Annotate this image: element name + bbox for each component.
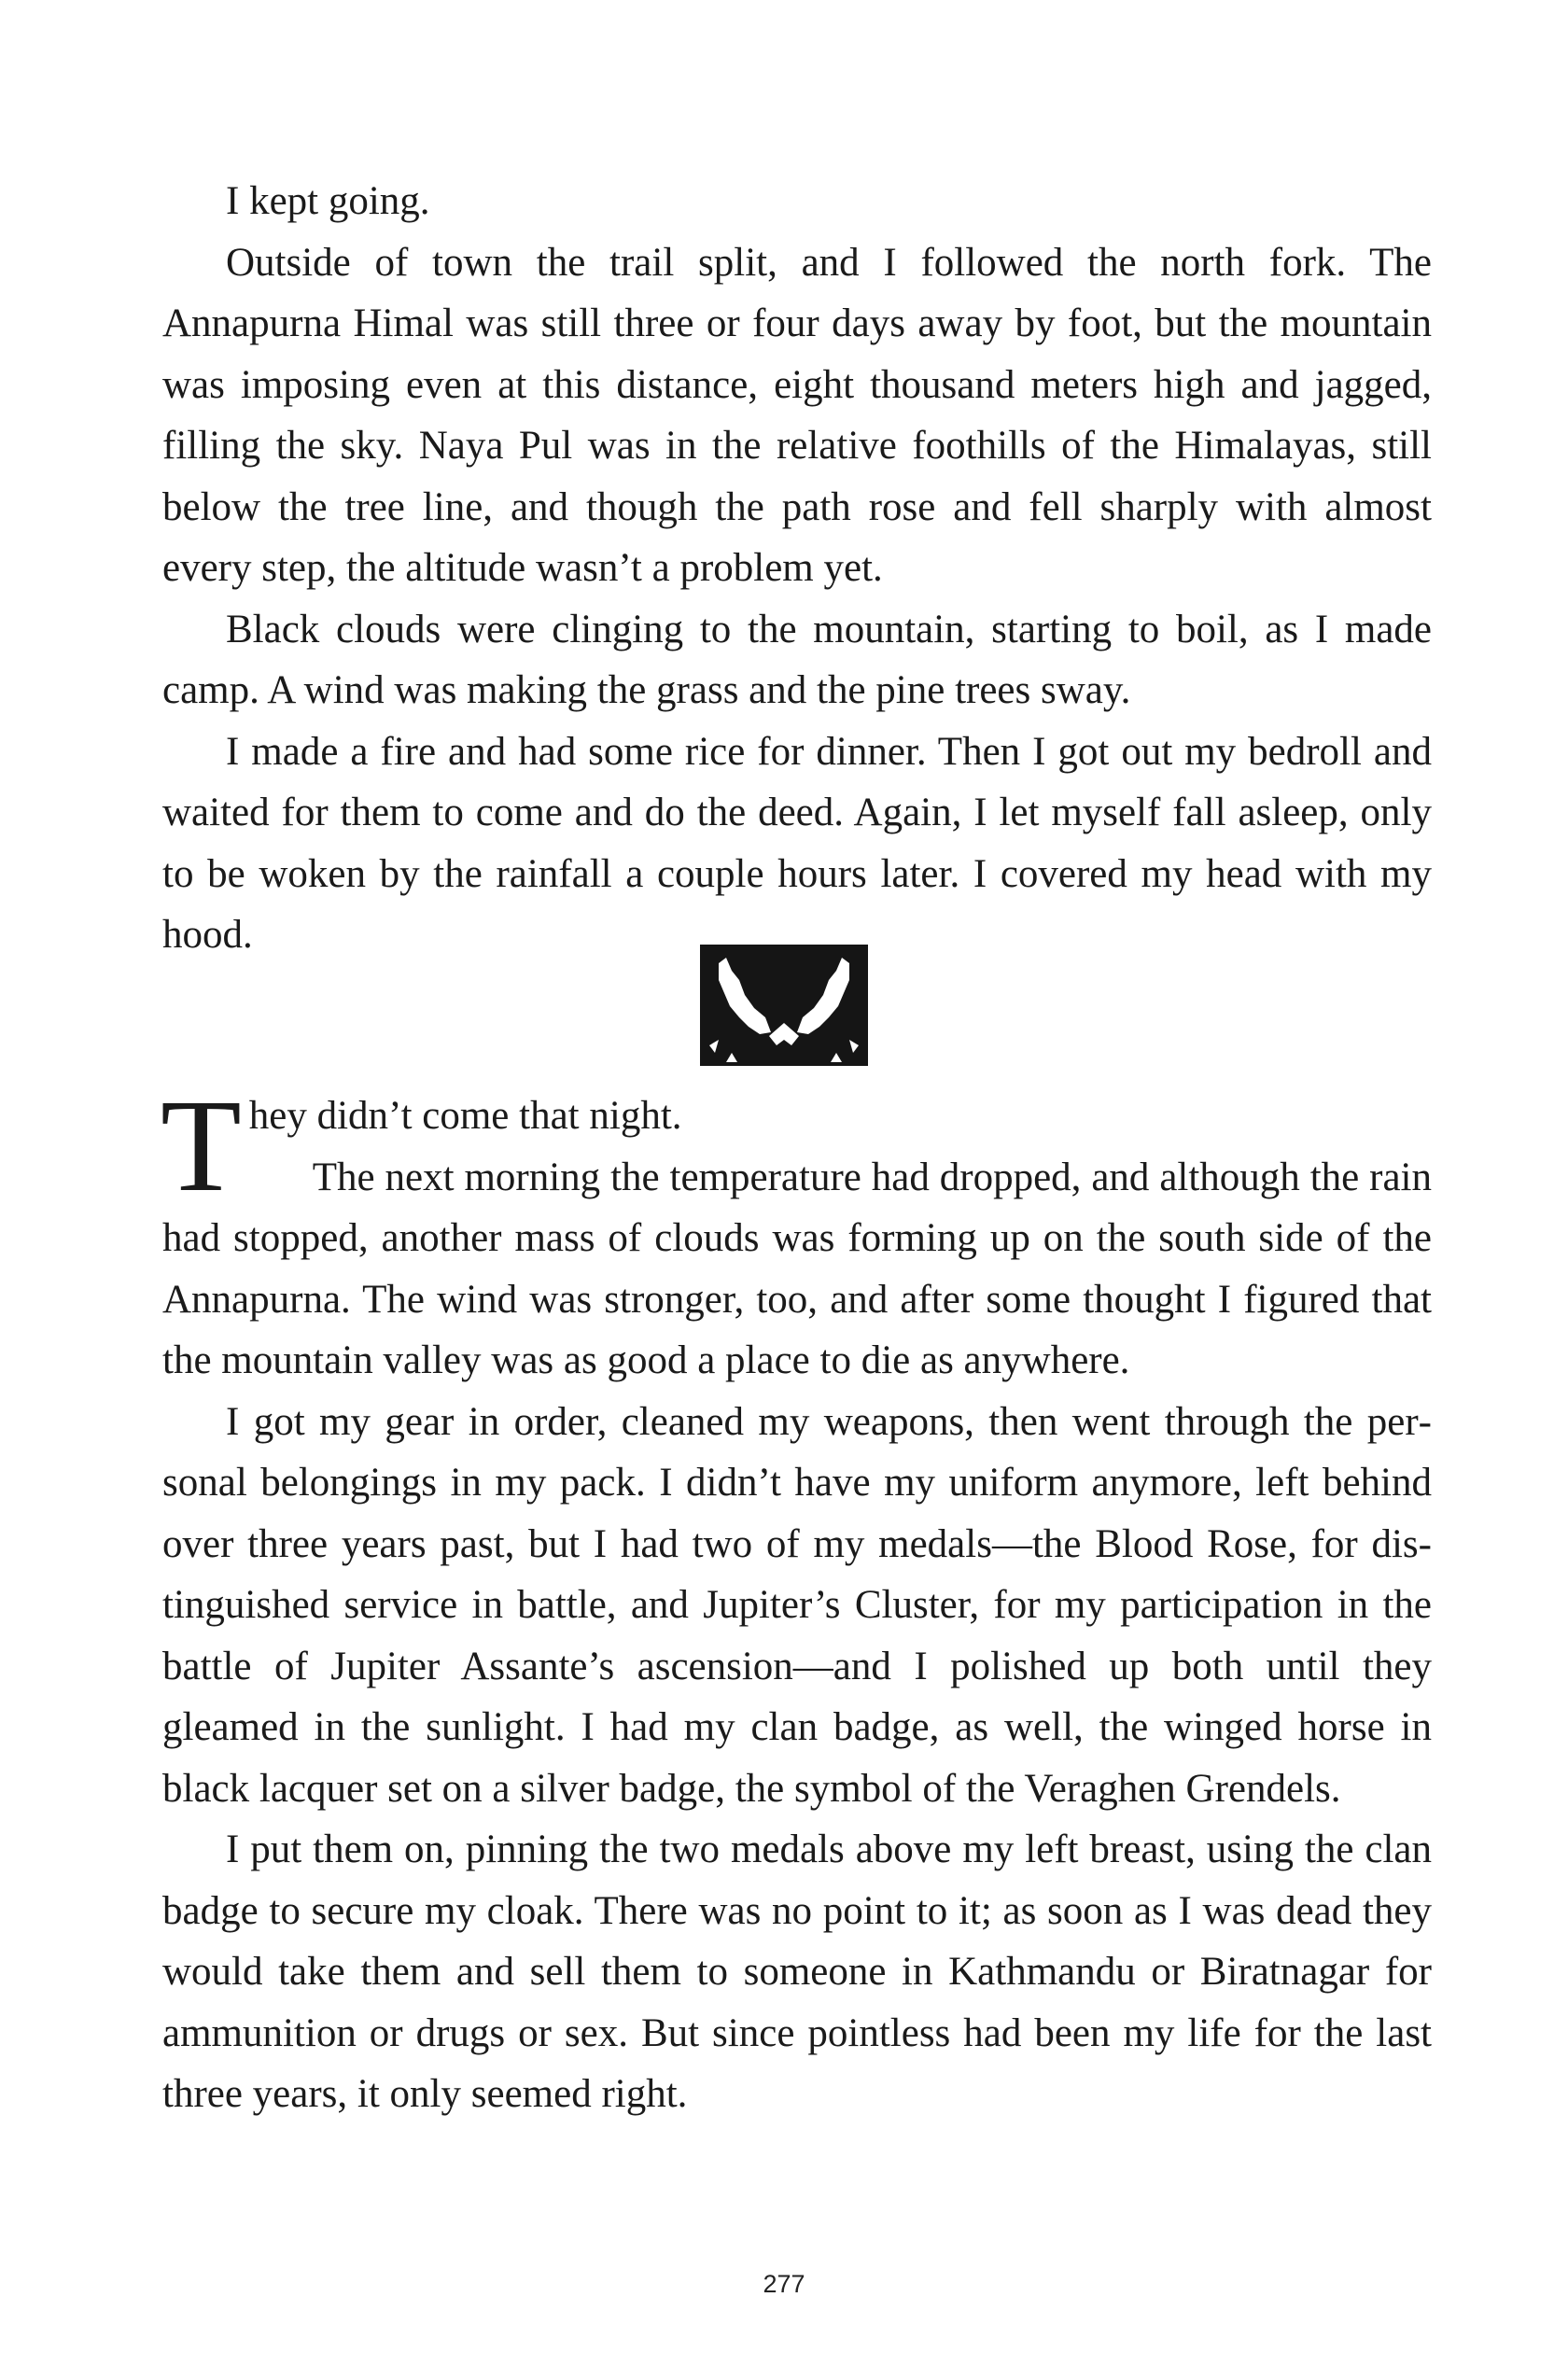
paragraph: I made a fire and had some rice for dinner. Then I got out my bedroll and waited for them to come and do the deed. Again, I let myself fall asleep, only to be woken by the rainfall a couple hours later. I covered my head with my hood. <box>162 729 1432 957</box>
paragraph: I got my gear in order, cleaned my weapons, then went through the personal belongings in my pack. I didn’t have my uniform anymore, left behind over three years past, but I had two of my medals—the Blood Rose, for distinguished service in battle, and Jupiter’s Cluster, for my participation in the battle of Jupiter Assante’s ascension—and I polished up both until they gleamed in the sunlight. I had my clan badge, as well, the winged horse in black lacquer set on a silver badge, the symbol of the Veraghen Grendels. <box>162 1399 1432 1811</box>
section-first-line: hey didn’t come that night. <box>248 1094 682 1138</box>
paragraph: Outside of town the trail split, and I followed the north fork. The Annapurna Himal was still three or four days away by foot, but the mountain was imposing even at this distance, eight thousand meters high and jagged, filling the sky. Naya Pul was in the relative foothills of the Himalayas, still below the tree line, and though the path rose and fell sharply with almost every step, the altitude wasn’t a problem yet. <box>162 240 1432 590</box>
text-section-top <box>162 171 1432 966</box>
paragraph: Black clouds were clinging to the mountain, starting to boil, as I made camp. A wind was making the grass and the pine trees sway. <box>162 607 1432 712</box>
paragraph: The next morning the temperature had dropped, and although the rain had stopped, another mass of clouds was forming up on the south side of the Annapurna. The wind was stronger, too, and after some thought I figured that the mountain valley was as good a place to die as anywhere. <box>162 1155 1432 1382</box>
drop-cap: T <box>161 1071 242 1219</box>
winged-horse-ornament-icon <box>698 943 870 1068</box>
text-section-bottom <box>161 1071 1432 2125</box>
paragraph: I kept going. <box>226 179 430 223</box>
page-number: 277 <box>763 2270 805 2298</box>
paragraph: I put them on, pinning the two medals above my left breast, using the clan badge to secure my cloak. There was no point to it; as soon as I was dead they would take them and sell them to someone in Kathmandu or Biratnagar for ammunition or drugs or sex. But since pointless had been my life for the last three years, it only seemed right. <box>162 1828 1432 2116</box>
section-opening-paragraph <box>161 1071 1432 1219</box>
